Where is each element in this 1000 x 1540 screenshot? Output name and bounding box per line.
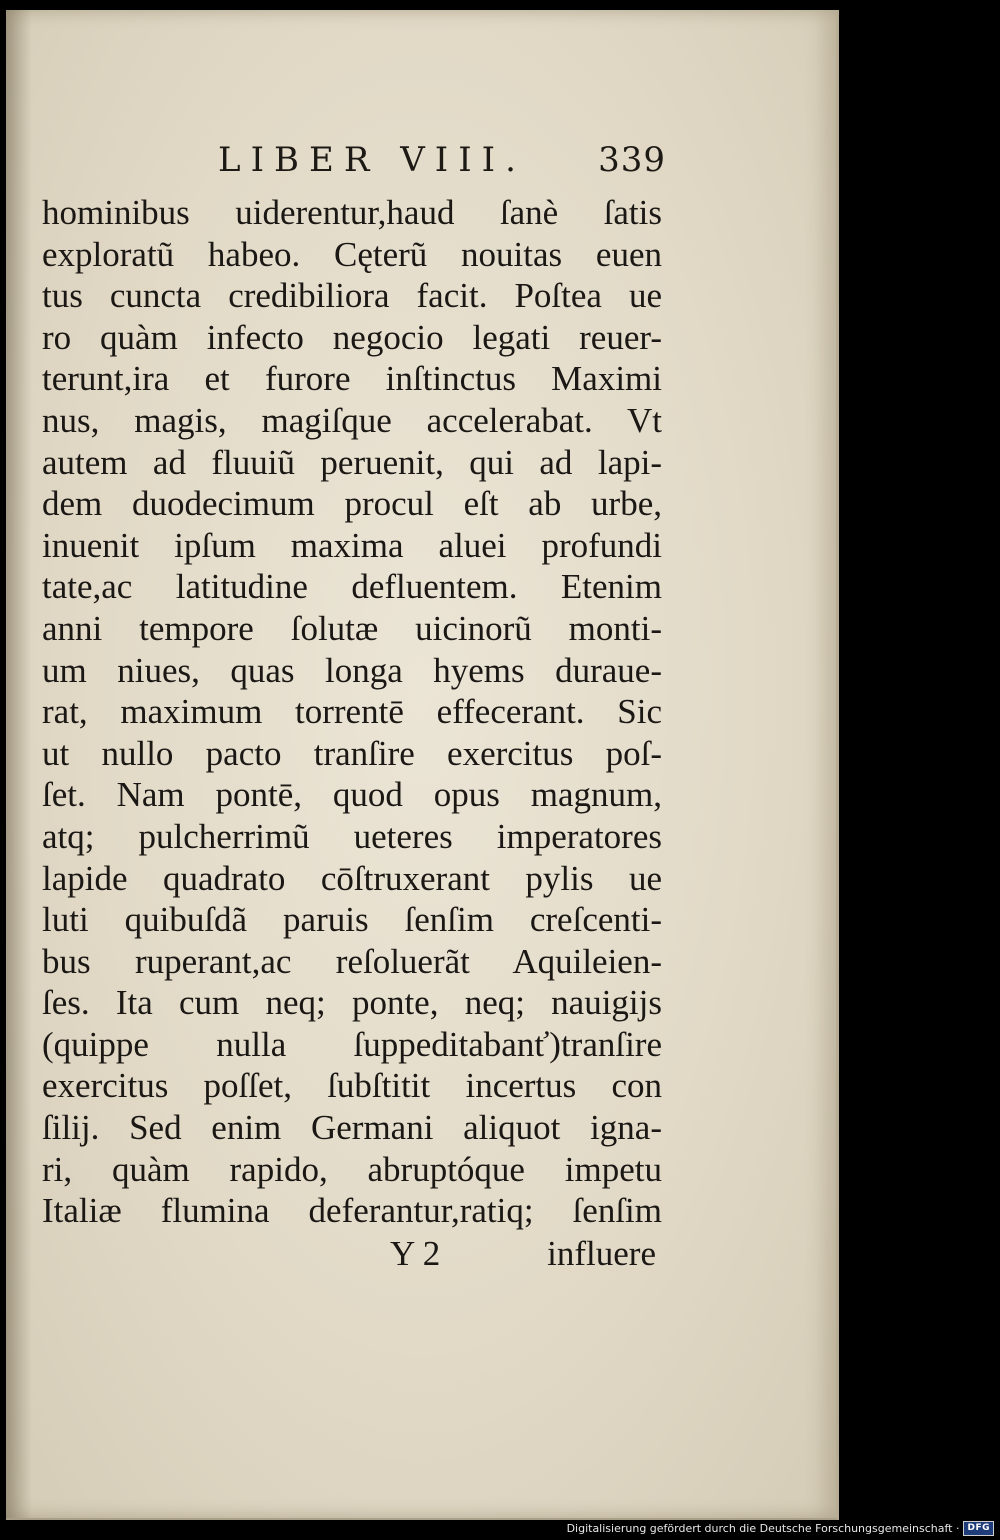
text-line: tate,ac latitudine defluentem. Etenim (42, 567, 662, 607)
text-line: hominibus uiderentur,haud ſanè ſatis (42, 193, 662, 232)
signature-line (390, 1234, 656, 1278)
text-line: rat, maximum torrentē effecerant. Sic (42, 692, 662, 732)
text-line: ſet. Nam pontē, quod opus magnum, (42, 775, 662, 815)
text-line: (quippe nulla ſuppeditabanť)tranſire (42, 1024, 662, 1064)
text-line: ſilij. Sed enim Germani aliquot igna- (42, 1108, 662, 1148)
text-line: terunt,ira et furore inſtinctus Maximi (42, 359, 662, 399)
digitization-footer (567, 1519, 994, 1537)
text-line: dem duodecimum procul eſt ab urbe, (42, 484, 662, 524)
spine-shadow (6, 10, 32, 1518)
page-number: 339 (598, 140, 666, 180)
text-line: Italiæ flumina deferantur,ratiq; ſenſim (42, 1191, 662, 1231)
running-head (206, 140, 666, 180)
signature-mark: Y 2 (390, 1234, 441, 1273)
text-line: um niues, quas longa hyems duraue- (42, 650, 662, 690)
text-line: exploratũ habeo. Cęterũ nouitas euen (42, 234, 662, 274)
text-line: anni tempore ſolutæ uicinorũ monti- (42, 608, 662, 648)
catchword: influere (547, 1234, 656, 1273)
text-line: nus, magis, magiſque accelerabat. Vt (42, 400, 662, 440)
text-line: bus ruperant,ac reſoluerãt Aquileien- (42, 941, 662, 981)
text-line: ro quàm infecto negocio legati reuer- (42, 317, 662, 357)
text-line: inuenit ipſum maxima aluei profundi (42, 525, 662, 565)
text-line: ut nullo pacto tranſire exercitus poſ- (42, 733, 662, 773)
text-line: lapide quadrato cōſtruxerant pylis ue (42, 858, 662, 898)
text-line: luti quibuſdã paruis ſenſim creſcenti- (42, 900, 662, 940)
running-head-title: LIBER VIII. (218, 140, 526, 180)
text-line: exercitus poſſet, ſubſtitit incertus con (42, 1066, 662, 1106)
body-text (42, 192, 662, 1232)
text-line: ſes. Ita cum neq; ponte, neq; nauigijs (42, 983, 662, 1023)
text-line: ri, quàm rapido, abruptóque impetu (42, 1149, 662, 1189)
text-line: autem ad fluuiũ peruenit, qui ad lapi- (42, 442, 662, 482)
book-page (6, 10, 839, 1520)
footer-text: Digitalisierung gefördert durch die Deutsche Forschungsgemeinschaft · (566, 1521, 960, 1535)
text-line: tus cuncta credibiliora facit. Poſtea ue (42, 276, 662, 316)
dfg-logo: DFG (963, 1521, 994, 1536)
text-line: atq; pulcherrimũ ueteres imperatores (42, 816, 662, 856)
